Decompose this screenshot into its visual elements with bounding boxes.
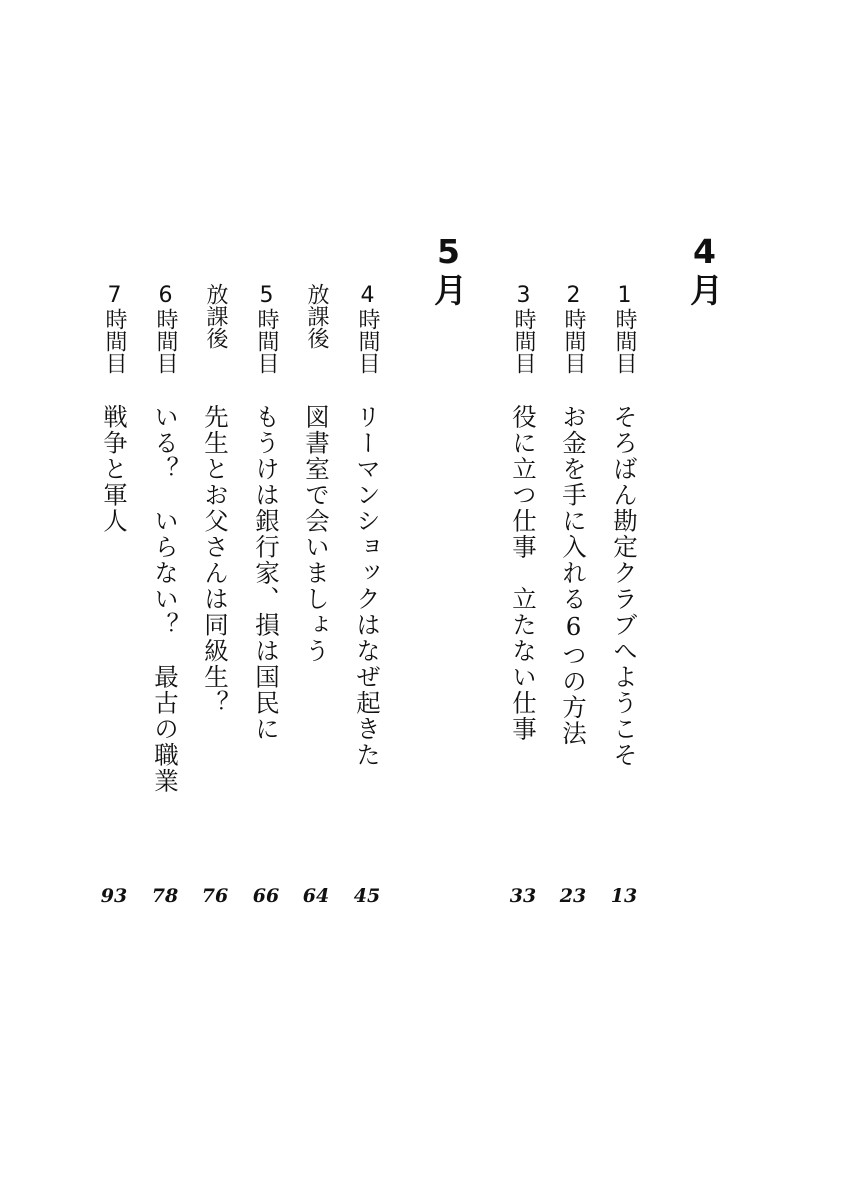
page-number: 45 [353, 885, 381, 907]
chapter-title: 図書室で会いましょう [302, 404, 331, 664]
toc-entry[interactable] [145, 0, 185, 1198]
period-label: 放課後 [304, 283, 329, 349]
chapter-title: 戦争と軍人 [100, 404, 129, 534]
toc-entry[interactable] [553, 0, 593, 1198]
toc-entry[interactable] [604, 0, 644, 1198]
chapter-title: リーマンショックはなぜ起きた [353, 404, 382, 768]
month-heading-april: 4月 [685, 232, 724, 308]
month-heading-may: 5月 [429, 232, 468, 308]
page-number: 13 [610, 885, 638, 907]
page-number: 23 [559, 885, 587, 907]
page-number: 93 [100, 885, 128, 907]
period-label: 1時間目 [612, 283, 637, 374]
period-label: 2時間目 [561, 283, 586, 374]
chapter-title: そろばん勘定クラブへようこそ [610, 404, 639, 768]
toc-entry[interactable] [503, 0, 543, 1198]
chapter-title: お金を手に入れる6つの方法 [559, 404, 588, 747]
chapter-title: 役に立つ仕事 立たない仕事 [509, 404, 538, 742]
toc-entry[interactable] [195, 0, 235, 1198]
period-label: 3時間目 [511, 283, 536, 374]
toc-entry[interactable] [347, 0, 387, 1198]
chapter-title: もうけは銀行家、損は国民に [252, 404, 281, 742]
page-number: 76 [201, 885, 229, 907]
period-label: 4時間目 [355, 283, 380, 374]
period-label: 6時間目 [153, 283, 178, 374]
toc-entry[interactable] [94, 0, 134, 1198]
period-label: 7時間目 [102, 283, 127, 374]
page-number: 64 [302, 885, 330, 907]
toc-entry[interactable] [246, 0, 286, 1198]
page-number: 33 [509, 885, 537, 907]
period-label: 放課後 [203, 283, 228, 349]
chapter-title: いる？ いらない？ 最古の職業 [151, 404, 180, 794]
page-number: 78 [151, 885, 179, 907]
toc-entry[interactable] [296, 0, 336, 1198]
period-label: 5時間目 [254, 283, 279, 374]
chapter-title: 先生とお父さんは同級生？ [201, 404, 230, 716]
page-number: 66 [252, 885, 280, 907]
